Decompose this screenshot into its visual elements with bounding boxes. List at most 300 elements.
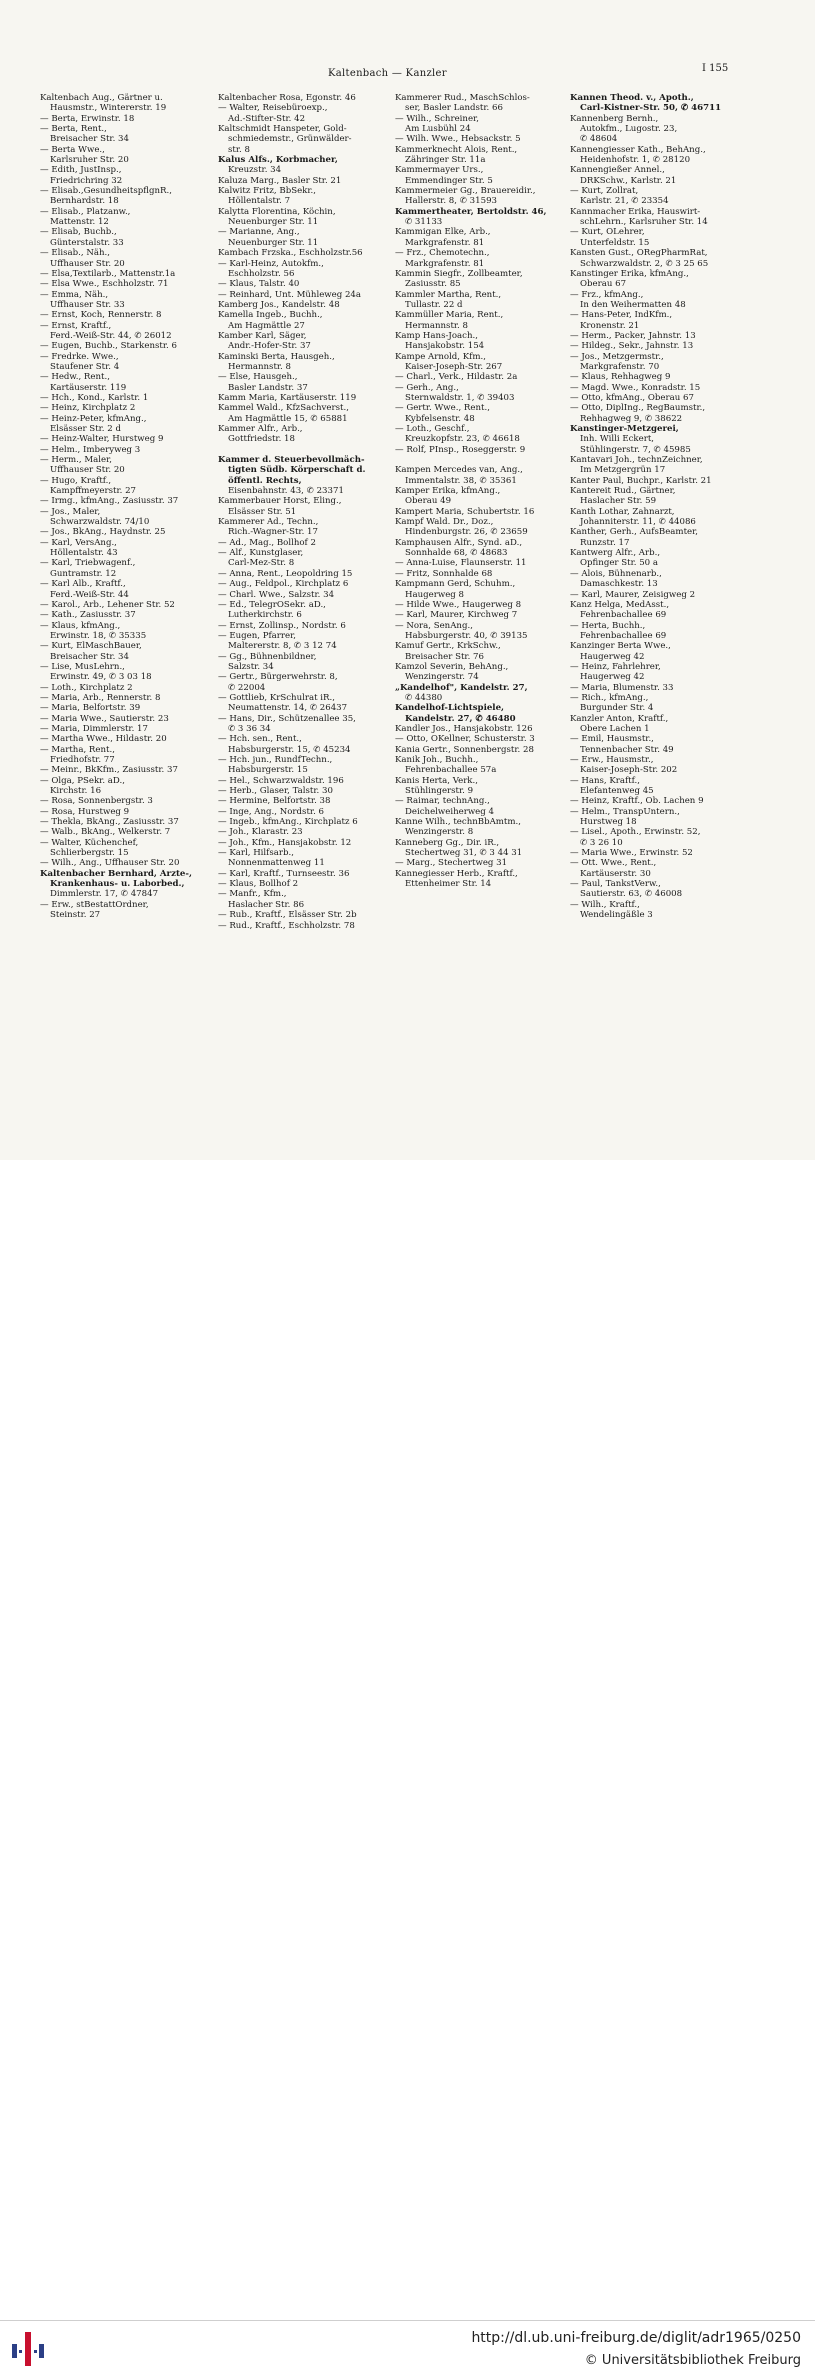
directory-entry-line: Rich.-Wagner-Str. 17 <box>228 527 318 538</box>
directory-entry-line: — Heinz, Kraftf., Ob. Lachen 9 <box>570 796 704 807</box>
directory-entry-line: — Karl, Maurer, Kirchweg 7 <box>395 610 518 621</box>
directory-entry-line: Johanniterstr. 11, ✆ 44086 <box>580 517 696 528</box>
directory-entry-line: — Hch. jun., RundfTechn., <box>218 755 333 765</box>
directory-entry-line: Zasiusstr. 85 <box>405 279 461 290</box>
directory-entry-line: — Karl, Maurer, Zeisigweg 2 <box>570 589 696 600</box>
directory-entry-line: — Hildeg., Sekr., Jahnstr. 13 <box>570 341 694 352</box>
directory-entry-line: Ad.-Stifter-Str. 42 <box>228 113 306 124</box>
directory-entry-line: — Walter, Reisebüroexp., <box>218 103 328 114</box>
directory-entry-line: — Edith, JustInsp., <box>40 165 122 176</box>
directory-entry-line: Höllentalstr. 7 <box>228 196 291 207</box>
directory-entry-line: Breisacher Str. 34 <box>50 651 129 662</box>
directory-entry-line: Kammel Wald., KfzSachverst., <box>218 403 349 414</box>
directory-entry-line: — Rolf, PInsp., Roseggerstr. 9 <box>395 444 526 455</box>
directory-entry-line: str. 8 <box>228 144 250 155</box>
directory-entry-line: Haslacher Str. 59 <box>580 496 657 507</box>
directory-entry-line: Staufener Str. 4 <box>50 361 120 372</box>
directory-entry-line: Kaltenbacher Bernhard, Ärzte-, <box>40 868 192 879</box>
directory-entry-line: Hallerstr. 8, ✆ 31593 <box>405 196 498 207</box>
directory-entry-line: — Maria, Dimmlerstr. 17 <box>40 723 148 734</box>
directory-entry-line: — Marianne, Ang., <box>218 227 300 238</box>
directory-entry-line: — Elsa Wwe., Eschholzstr. 71 <box>40 279 169 290</box>
directory-entry-line: — Karl-Heinz, Autokfm., <box>218 258 324 269</box>
directory-entry-line: Sternwaldstr. 1, ✆ 39403 <box>405 392 515 403</box>
directory-entry-line: Sonnhalde 68, ✆ 48683 <box>405 548 508 559</box>
directory-entry-line: Kammigan Elke, Arb., <box>395 227 491 238</box>
directory-entry-line: Kannenberg Bernh., <box>570 113 659 124</box>
directory-entry-line: Kalus Alfs., Korbmacher, <box>218 155 338 166</box>
directory-entry-line: — Ott. Wwe., Rent., <box>570 858 657 869</box>
directory-entry-line: Tennenbacher Str. 49 <box>580 744 674 755</box>
directory-entry-line: Kanne Wilh., technBbAmtm., <box>395 817 521 828</box>
directory-entry-line: Schlierbergstr. 15 <box>50 848 129 859</box>
directory-entry-line: Erwinstr. 49, ✆ 3 03 18 <box>50 672 152 683</box>
permalink-url[interactable]: http://dl.ub.uni-freiburg.de/diglit/adr1965/0250 <box>471 2330 801 2346</box>
directory-entry-line: Heidenhofstr. 1, ✆ 28120 <box>580 155 691 166</box>
directory-entry-line: — Herm., Maler, <box>40 455 113 466</box>
directory-entry-line: Kampffmeyerstr. 27 <box>50 486 137 497</box>
directory-entry-line: Kamm Maria, Kartäuserstr. 119 <box>218 392 357 403</box>
directory-entry-line: In den Weihermatten 48 <box>580 299 686 310</box>
directory-entry-line: — Gottlieb, KrSchulrat iR., <box>218 692 335 703</box>
directory-entry-line: Kammermayer Urs., <box>395 165 484 176</box>
directory-entry-line: Kammerbauer Horst, Eling., <box>218 496 342 507</box>
directory-entry-line: Kaltenbach Aug., Gärtner u. <box>40 93 163 103</box>
directory-entry-line: Kannengießer Annel., <box>570 165 665 176</box>
directory-entry-line: Kanzinger Berta Wwe., <box>570 641 671 652</box>
directory-entry-line: — Rub., Kraftf., Elsässer Str. 2b <box>218 910 357 921</box>
directory-entry-line: Autokfm., Lugostr. 23, <box>580 124 678 135</box>
directory-entry-line: „Kandelhof", Kandelstr. 27, <box>395 682 528 693</box>
directory-entry-line: Dimmlerstr. 17, ✆ 47847 <box>50 889 159 900</box>
directory-entry-line: Oberau 67 <box>580 279 627 290</box>
directory-entry-line: — Helm., Imberyweg 3 <box>40 444 141 455</box>
directory-entry-line: Kanik Joh., Buchh., <box>395 755 479 765</box>
directory-entry-line: — Loth., Kirchplatz 2 <box>40 682 133 693</box>
directory-entry-line: — Klaus, Bollhof 2 <box>218 879 299 890</box>
directory-entry-line: — Karol., Arb., Lehener Str. 52 <box>40 599 175 610</box>
directory-entry-line: Opfinger Str. 50 a <box>580 558 658 569</box>
directory-entry-line: — Elisab., Näh., <box>40 248 110 259</box>
directory-entry-line: — Jos., BkAng., Haydnstr. 25 <box>40 527 166 538</box>
directory-entry-line: Habsburgerstr. 15 <box>228 765 308 776</box>
directory-entry-line: — Karl, Triebwagenf., <box>40 558 136 569</box>
directory-entry-line: Inh. Willi Eckert, <box>580 434 655 445</box>
directory-entry-line: — Charl. Wwe., Salzstr. 34 <box>218 589 335 600</box>
directory-entry-line: Kannen Theod. v., Apoth., <box>570 93 694 103</box>
directory-entry-line: Karlsruher Str. 20 <box>50 155 129 166</box>
directory-entry-line: Kammerer Rud., MaschSchlos- <box>395 93 530 103</box>
directory-entry-line: — Hermine, Belfortstr. 38 <box>218 796 331 807</box>
directory-entry-line: — Fritz, Sonnhalde 68 <box>395 568 493 579</box>
directory-entry-line: — Wilh. Wwe., Hebsackstr. 5 <box>395 134 521 145</box>
directory-entry-line: — Inge, Ang., Nordstr. 6 <box>218 806 325 817</box>
directory-entry-line: Rehhagweg 9, ✆ 38622 <box>580 413 683 424</box>
directory-entry-line: Kammler Martha, Rent., <box>395 289 502 300</box>
directory-entry-line: Maltererstr. 8, ✆ 3 12 74 <box>228 641 337 652</box>
directory-entry-line: Burgunder Str. 4 <box>580 703 654 714</box>
directory-entry-line: Obere Lachen 1 <box>580 723 650 734</box>
directory-entry-line: Nonnenmattenweg 11 <box>228 858 325 869</box>
directory-entry-line: — Emma, Näh., <box>40 289 109 300</box>
directory-entry-line: — Rosa, Hurstweg 9 <box>40 806 130 817</box>
directory-entry-line: Erwinstr. 18, ✆ 35335 <box>50 630 147 641</box>
directory-entry-line: — Magd. Wwe., Konradstr. 15 <box>570 382 701 393</box>
directory-entry-line: — Wilh., Kraftf., <box>570 899 640 910</box>
directory-entry-line: Hausmstr., Wintererstr. 19 <box>50 103 167 114</box>
directory-entry-line: — Reinhard, Unt. Mühleweg 24a <box>218 289 362 300</box>
directory-entry-line: Ettenheimer Str. 14 <box>405 879 492 890</box>
directory-entry-line: — Berta, Erwinstr. 18 <box>40 113 135 124</box>
directory-entry-line: — Hch., Kond., Karlstr. 1 <box>40 392 149 403</box>
directory-entry-line: ✆ 44380 <box>405 692 443 703</box>
directory-entry-line: Kamzol Severin, BehAng., <box>395 661 509 672</box>
directory-entry-line: — Martha Wwe., Hildastr. 20 <box>40 734 167 745</box>
directory-entry-line: — Ingeb., kfmAng., Kirchplatz 6 <box>218 817 358 828</box>
directory-entry-line: Kartäuserstr. 119 <box>50 382 127 393</box>
directory-entry-line: Kammer Alfr., Arb., <box>218 424 303 434</box>
directory-entry-line: Oberau 49 <box>405 496 452 507</box>
directory-entry-line: schmiedemstr., Grünwälder- <box>228 134 352 145</box>
directory-entry-line: schLehrn., Karlsruher Str. 14 <box>580 217 708 228</box>
directory-entry-line: Kirchstr. 16 <box>50 786 102 797</box>
directory-entry-line: — Aug., Feldpol., Kirchplatz 6 <box>218 579 349 590</box>
directory-entry-line: — Ernst, Koch, Rennerstr. 8 <box>40 310 162 321</box>
directory-entry-line: Kandelhof-Lichtspiele, <box>395 703 505 714</box>
directory-entry-line: — Emil, Hausmstr., <box>570 734 654 745</box>
directory-entry-line: — Elsa,Textilarb., Mattenstr.1a <box>40 268 176 279</box>
directory-entry-line: Markgrafenstr. 81 <box>405 237 485 248</box>
directory-entry-line: Wenzingerstr. 74 <box>405 672 479 683</box>
directory-entry-line: ✆ 48604 <box>580 134 618 145</box>
directory-entry-line: Hermannstr. 8 <box>228 361 291 372</box>
directory-entry-line <box>395 455 565 465</box>
directory-entry-line: Kamuf Gertr., KrkSchw., <box>395 641 501 652</box>
directory-entry-line: Kamella Ingeb., Buchh., <box>218 310 323 321</box>
directory-entry-line: — Lise, MusLehrn., <box>40 661 125 672</box>
directory-entry-line: Kannmacher Erika, Hauswirt- <box>570 206 701 217</box>
directory-entry-line: Kantavari Joh., technZeichner, <box>570 455 703 466</box>
viewer-footer <box>0 1160 815 2368</box>
directory-entry-line: — Erw., Hausmstr., <box>570 755 654 765</box>
directory-entry-line: Salzstr. 34 <box>228 661 274 672</box>
directory-entry-line: Hindenburgstr. 26, ✆ 23659 <box>405 527 528 538</box>
scanned-page <box>0 0 815 1160</box>
directory-entry-line: Uffhauser Str. 20 <box>50 465 125 476</box>
directory-entry-line: — Hans, Kraftf., <box>570 775 640 786</box>
directory-entry-line: — Maria, Arb., Rennerstr. 8 <box>40 692 161 703</box>
directory-entry-line: Kreuzkopfstr. 23, ✆ 46618 <box>405 434 520 445</box>
directory-entry-line: Elsässer Str. 51 <box>228 506 297 517</box>
directory-entry-line: Eisenbahnstr. 43, ✆ 23371 <box>228 486 344 497</box>
directory-entry-line: Kammin Siegfr., Zollbeamter, <box>395 268 523 279</box>
directory-entry-line: — Hel., Schwarzwaldstr. 196 <box>218 775 344 786</box>
directory-entry-line: Kantwerg Alfr., Arb., <box>570 548 661 559</box>
directory-entry-line: DRKSchw., Karlstr. 21 <box>580 175 677 186</box>
directory-entry-line: — Kath., Zasiusstr. 37 <box>40 610 136 621</box>
directory-entry-line: — Rosa, Sonnenbergstr. 3 <box>40 796 153 807</box>
directory-entry-line: — Klaus, kfmAng., <box>40 620 121 631</box>
directory-entry-line: Kamp Hans-Joach., <box>395 330 478 341</box>
directory-entry-line: — Ad., Mag., Bollhof 2 <box>218 537 316 548</box>
directory-entry-line: Markgrafenstr. 70 <box>580 361 660 372</box>
directory-entry-line: — Otto, OKellner, Schusterstr. 3 <box>395 734 535 745</box>
directory-entry-line: Elefantenweg 45 <box>580 786 654 797</box>
directory-entry-line: Friedrichring 32 <box>50 175 123 186</box>
directory-entry-line: Stühlingerstr. 7, ✆ 45985 <box>580 444 691 455</box>
directory-entry-line: Kreuzstr. 34 <box>228 165 282 176</box>
directory-entry-line: Am Hagmättle 15, ✆ 65881 <box>228 413 348 424</box>
directory-entry-line: Kronenstr. 21 <box>580 320 640 331</box>
directory-entry-line: Kannegiesser Herb., Kraftf., <box>395 868 518 879</box>
directory-entry-line: — Maria Wwe., Sautierstr. 23 <box>40 713 169 724</box>
directory-entry-line: Kaiser-Joseph-Str. 202 <box>580 765 678 776</box>
directory-entry-line: — Wilh., Schreiner, <box>395 113 479 124</box>
directory-entry-line: Damaschkestr. 13 <box>580 579 658 590</box>
directory-entry-line: Kalytta Florentina, Köchin, <box>218 206 336 217</box>
directory-entry-line: ser, Basler Landstr. 66 <box>405 103 503 114</box>
directory-entry-line: ✆ 31133 <box>405 217 443 228</box>
directory-entry-line: Kamberg Jos., Kandelstr. 48 <box>218 299 340 310</box>
directory-entry-line: Kanth Lothar, Zahnarzt, <box>570 506 675 517</box>
directory-entry-line: — Charl., Verk., Hildastr. 2a <box>395 372 518 383</box>
directory-entry-line: Friedhofstr. 77 <box>50 755 115 765</box>
directory-entry-line: Am Lusbühl 24 <box>405 124 471 135</box>
directory-entry-line: ✆ 3 36 34 <box>228 723 271 734</box>
directory-entry-line: Hansjakobstr. 154 <box>405 341 485 352</box>
directory-entry-line: Am Hagmättle 27 <box>228 320 305 331</box>
directory-entry-line: Andr.-Hofer-Str. 37 <box>228 341 311 352</box>
directory-entry-line: Carl-Mez-Str. 8 <box>228 558 295 569</box>
directory-entry-line: Kaiser-Joseph-Str. 267 <box>405 361 503 372</box>
directory-entry-line: Kanter Paul, Buchpr., Karlstr. 21 <box>570 475 712 486</box>
directory-entry-line: — Fredrke. Wwe., <box>40 351 119 362</box>
directory-entry-line: Elsässer Str. 2 d <box>50 424 121 434</box>
directory-entry-line: Karlstr. 21, ✆ 23354 <box>580 196 669 207</box>
directory-entry-line: — Gerh., Ang., <box>395 382 459 393</box>
directory-entry-line: Kampe Arnold, Kfm., <box>395 351 486 362</box>
directory-entry-line: — Frz., Chemotechn., <box>395 248 490 259</box>
directory-entry-line: — Frz., kfmAng., <box>570 289 644 300</box>
directory-entry-line: — Walter, Küchenchef, <box>40 837 139 848</box>
directory-entry-line: — Karl, Kraftf., Turnseestr. 36 <box>218 868 350 879</box>
directory-entry-line: Haslacher Str. 86 <box>228 899 305 910</box>
directory-entry-line: Kampen Mercedes van, Ang., <box>395 465 523 476</box>
directory-entry-line: — Walb., BkAng., Welkerstr. 7 <box>40 827 171 838</box>
directory-entry-line: — Heinz, Fahrlehrer, <box>570 661 661 672</box>
directory-entry-line: — Herta, Buchh., <box>570 620 646 631</box>
directory-entry-line: Kaltschmidt Hanspeter, Gold- <box>218 124 347 135</box>
directory-entry-line: Gottfriedstr. 18 <box>228 434 295 445</box>
directory-entry-line: — Alf., Kunstglaser, <box>218 548 304 559</box>
directory-entry-line: Eschholzstr. 56 <box>228 268 295 279</box>
directory-entry-line: Kartäuserstr. 30 <box>580 868 651 879</box>
directory-entry-line: Guntramstr. 12 <box>50 568 117 579</box>
directory-entry-line: — Hch. sen., Rent., <box>218 734 302 745</box>
directory-entry-line: — Nora, SenAng., <box>395 620 473 631</box>
directory-entry-line: Zähringer Str. 11a <box>405 155 486 166</box>
directory-entry-line: — Marg., Stechertweg 31 <box>395 858 508 869</box>
directory-entry-line: Kanzler Anton, Kraftf., <box>570 713 669 724</box>
directory-entry-line: Breisacher Str. 34 <box>50 134 129 145</box>
directory-entry-line: Ferd.-Weiß-Str. 44 <box>50 589 129 600</box>
directory-entry-line: Neumattenstr. 14, ✆ 26437 <box>228 703 348 714</box>
directory-entry-line: Carl-Kistner-Str. 50, ✆ 46711 <box>580 103 722 114</box>
directory-entry-line: Kambach Frzska., Eschholzstr.56 <box>218 248 363 259</box>
directory-entry-line: Günterstalstr. 33 <box>50 237 124 248</box>
directory-entry-line: — Eugen, Buchb., Starkenstr. 6 <box>40 341 177 352</box>
directory-entry-line: — Kurt, Zollrat, <box>570 186 639 197</box>
directory-entry-line: — Elisab.,GesundheitspflgnR., <box>40 186 172 197</box>
page-number: I 155 <box>702 63 729 74</box>
copyright-notice: © Universitätsbibliothek Freiburg <box>584 2353 801 2368</box>
directory-entry-line: — Rud., Kraftf., Eschholzstr. 78 <box>218 920 355 931</box>
directory-entry-line: — Maria, Belfortstr. 39 <box>40 703 141 714</box>
directory-entry-line: — Jos., Metzgermstr., <box>570 351 664 362</box>
directory-entry-line: Kampert Maria, Schubertstr. 16 <box>395 506 535 517</box>
directory-entry-line: Basler Landstr. 37 <box>228 382 308 393</box>
directory-entry-line: — Joh., Klarastr. 23 <box>218 827 303 838</box>
directory-entry-line: Kansten Gust., ORegPharmRat, <box>570 248 708 259</box>
directory-entry-line: Kammerer Ad., Techn., <box>218 517 319 528</box>
directory-entry-line: — Otto, DiplIng., RegBaumstr., <box>570 403 706 414</box>
directory-entry-line: Haugerweg 42 <box>580 672 645 683</box>
directory-entry-line: — Ed., TelegrOSekr. aD., <box>218 599 326 610</box>
directory-entry-line: Hermannstr. 8 <box>405 320 468 331</box>
directory-entry-line: Neuenburger Str. 11 <box>228 237 319 248</box>
directory-entry-line <box>218 445 390 455</box>
directory-entry-line: Höllentalstr. 43 <box>50 548 118 559</box>
directory-column-4 <box>570 93 742 921</box>
directory-entry-line: Steinstr. 27 <box>50 910 101 921</box>
directory-entry-line: Stühlingerstr. 9 <box>405 786 474 797</box>
directory-entry-line: — Berta Wwe., <box>40 144 105 155</box>
directory-entry-line: — Karl, VersAng., <box>40 537 117 548</box>
directory-entry-line: — Irmg., kfmAng., Zasiusstr. 37 <box>40 496 179 507</box>
directory-entry-line: Kampf Wald. Dr., Doz., <box>395 517 494 528</box>
university-library-logo-icon <box>10 2328 46 2370</box>
directory-entry-line: Kandler Jos., Hansjakobstr. 126 <box>395 723 533 734</box>
directory-entry-line: — Gg., Bühnenbildner, <box>218 651 317 662</box>
directory-entry-line: — Hans-Peter, IndKfm., <box>570 310 673 321</box>
directory-entry-line: Kalwitz Fritz, BbSekr., <box>218 186 316 197</box>
directory-entry-line: — Herm., Packer, Jahnstr. 13 <box>570 330 696 341</box>
directory-entry-line: Kaltenbacher Rosa, Egonstr. 46 <box>218 93 356 103</box>
directory-entry-line: — Maria Wwe., Erwinstr. 52 <box>570 848 693 859</box>
directory-entry-line: — Erw., stBestattOrdner, <box>40 899 149 910</box>
directory-entry-line: — Elisab, Buchb., <box>40 227 117 238</box>
directory-entry-line: Kamphausen Alfr., Synd. aD., <box>395 537 523 548</box>
directory-entry-line: — Hedw., Rent., <box>40 372 110 383</box>
directory-entry-line: Markgrafenstr. 81 <box>405 258 485 269</box>
directory-entry-line: ✆ 22004 <box>228 682 266 693</box>
directory-entry-line: — Klaus, Rehhagweg 9 <box>570 372 671 383</box>
directory-entry-line: Mattenstr. 12 <box>50 217 109 228</box>
directory-entry-line: Stechertweg 31, ✆ 3 44 31 <box>405 848 523 859</box>
directory-entry-line: — Olga, PSekr. aD., <box>40 775 125 786</box>
directory-entry-line: Deichelweiherweg 4 <box>405 806 494 817</box>
directory-entry-line: Sautierstr. 63, ✆ 46008 <box>580 889 683 900</box>
directory-column-1 <box>40 93 212 921</box>
directory-entry-line: Haugerweg 42 <box>580 651 645 662</box>
directory-entry-line: Kanis Herta, Verk., <box>395 775 478 786</box>
directory-entry-line: — Hugo, Kraftf., <box>40 475 112 486</box>
directory-entry-line: Kamber Karl, Säger, <box>218 330 307 341</box>
directory-entry-line: Tullastr. 22 d <box>405 299 463 310</box>
directory-entry-line: — Maria, Blumenstr. 33 <box>570 682 674 693</box>
directory-entry-line: Kannengiesser Kath., BehAng., <box>570 144 706 155</box>
directory-entry-line: Kammerknecht Alois, Rent., <box>395 144 518 155</box>
directory-entry-line: Habsburgerstr. 15, ✆ 45234 <box>228 744 351 755</box>
directory-entry-line: — Berta, Rent., <box>40 124 107 135</box>
directory-entry-line: — Paul, TankstVerw., <box>570 879 661 890</box>
directory-entry-line: — Manfr., Kfm., <box>218 889 287 900</box>
directory-entry-line: Neuenburger Str. 11 <box>228 217 319 228</box>
directory-entry-line: Fehrenbachallee 69 <box>580 630 667 641</box>
directory-entry-line: — Anna, Rent., Leopoldring 15 <box>218 568 353 579</box>
directory-entry-line: Ferd.-Weiß-Str. 44, ✆ 26012 <box>50 330 172 341</box>
directory-entry-line: — Thekla, BkAng., Zasiusstr. 37 <box>40 817 179 828</box>
directory-entry-line: Wenzingerstr. 8 <box>405 827 474 838</box>
directory-entry-line: Kandelstr. 27, ✆ 46480 <box>405 713 516 724</box>
directory-entry-line: Haugerweg 8 <box>405 589 464 600</box>
directory-entry-line: Kammüller Maria, Rent., <box>395 310 504 321</box>
directory-entry-line: Kybfelsenstr. 48 <box>405 413 475 424</box>
directory-entry-line: — Gertr., Bürgerwehrstr. 8, <box>218 672 338 683</box>
page-header-title: Kaltenbach — Kanzler <box>328 68 447 79</box>
directory-entry-line: öffentl. Rechts, <box>228 475 302 486</box>
directory-entry-line: Schwarzwaldstr. 2, ✆ 3 25 65 <box>580 258 709 269</box>
directory-entry-line: — Herb., Glaser, Talstr. 30 <box>218 786 333 797</box>
directory-entry-line: Bernhardstr. 18 <box>50 196 119 207</box>
directory-column-3 <box>395 93 565 889</box>
directory-entry-line: Immentalstr. 38, ✆ 35361 <box>405 475 517 486</box>
directory-entry-line: Uffhauser Str. 33 <box>50 299 125 310</box>
directory-entry-line: — Raimar, technAng., <box>395 796 490 807</box>
directory-entry-line: — Ernst, Kraftf., <box>40 320 112 331</box>
directory-entry-line: — Hans, Dir., Schützenallee 35, <box>218 713 356 724</box>
directory-entry-line: Unterfeldstr. 15 <box>580 237 650 248</box>
directory-entry-line: — Gertr. Wwe., Rent., <box>395 403 490 414</box>
directory-entry-line: Kammer d. Steuerbevollmäch- <box>218 455 365 466</box>
directory-entry-line: Uffhauser Str. 20 <box>50 258 125 269</box>
directory-entry-line: Breisacher Str. 76 <box>405 651 484 662</box>
directory-entry-line: — Heinz, Kirchplatz 2 <box>40 403 136 414</box>
directory-entry-line: Habsburgerstr. 40, ✆ 39135 <box>405 630 528 641</box>
directory-entry-line: — Loth., Geschf., <box>395 424 470 434</box>
directory-entry-line: — Ernst, Zollinsp., Nordstr. 6 <box>218 620 346 631</box>
directory-entry-line: Runzstr. 17 <box>580 537 630 548</box>
directory-entry-line: Krankenhaus- u. Laborbed., <box>50 879 185 890</box>
directory-entry-line: Kaminski Berta, Hausgeh., <box>218 351 335 362</box>
directory-entry-line: — Lisel., Apoth., Erwinstr. 52, <box>570 827 701 838</box>
directory-entry-line: — Kurt, OLehrer, <box>570 227 645 238</box>
directory-entry-line: — Anna-Luise, Flaunserstr. 11 <box>395 558 527 569</box>
directory-entry-line: Fehrenbachallee 69 <box>580 610 667 621</box>
directory-entry-line: — Rich., kfmAng., <box>570 692 649 703</box>
directory-entry-line: Kanstinger Erika, kfmAng., <box>570 268 689 279</box>
directory-entry-line: Hurstweg 18 <box>580 817 637 828</box>
footer-divider <box>0 2320 815 2321</box>
directory-entry-line: Kanz Helga, MedAsst., <box>570 599 670 610</box>
directory-entry-line: — Karl, Hilfsarb., <box>218 848 294 859</box>
directory-entry-line: — Jos., Maler, <box>40 506 101 517</box>
directory-entry-line: — Heinz-Peter, kfmAng., <box>40 413 147 424</box>
directory-entry-line: Kaluza Marg., Basler Str. 21 <box>218 175 342 186</box>
directory-entry-line: — Heinz-Walter, Hurstweg 9 <box>40 434 164 445</box>
directory-entry-line: — Klaus, Talstr. 40 <box>218 279 300 290</box>
directory-entry-line: — Joh., Kfm., Hansjakobstr. 12 <box>218 837 352 848</box>
